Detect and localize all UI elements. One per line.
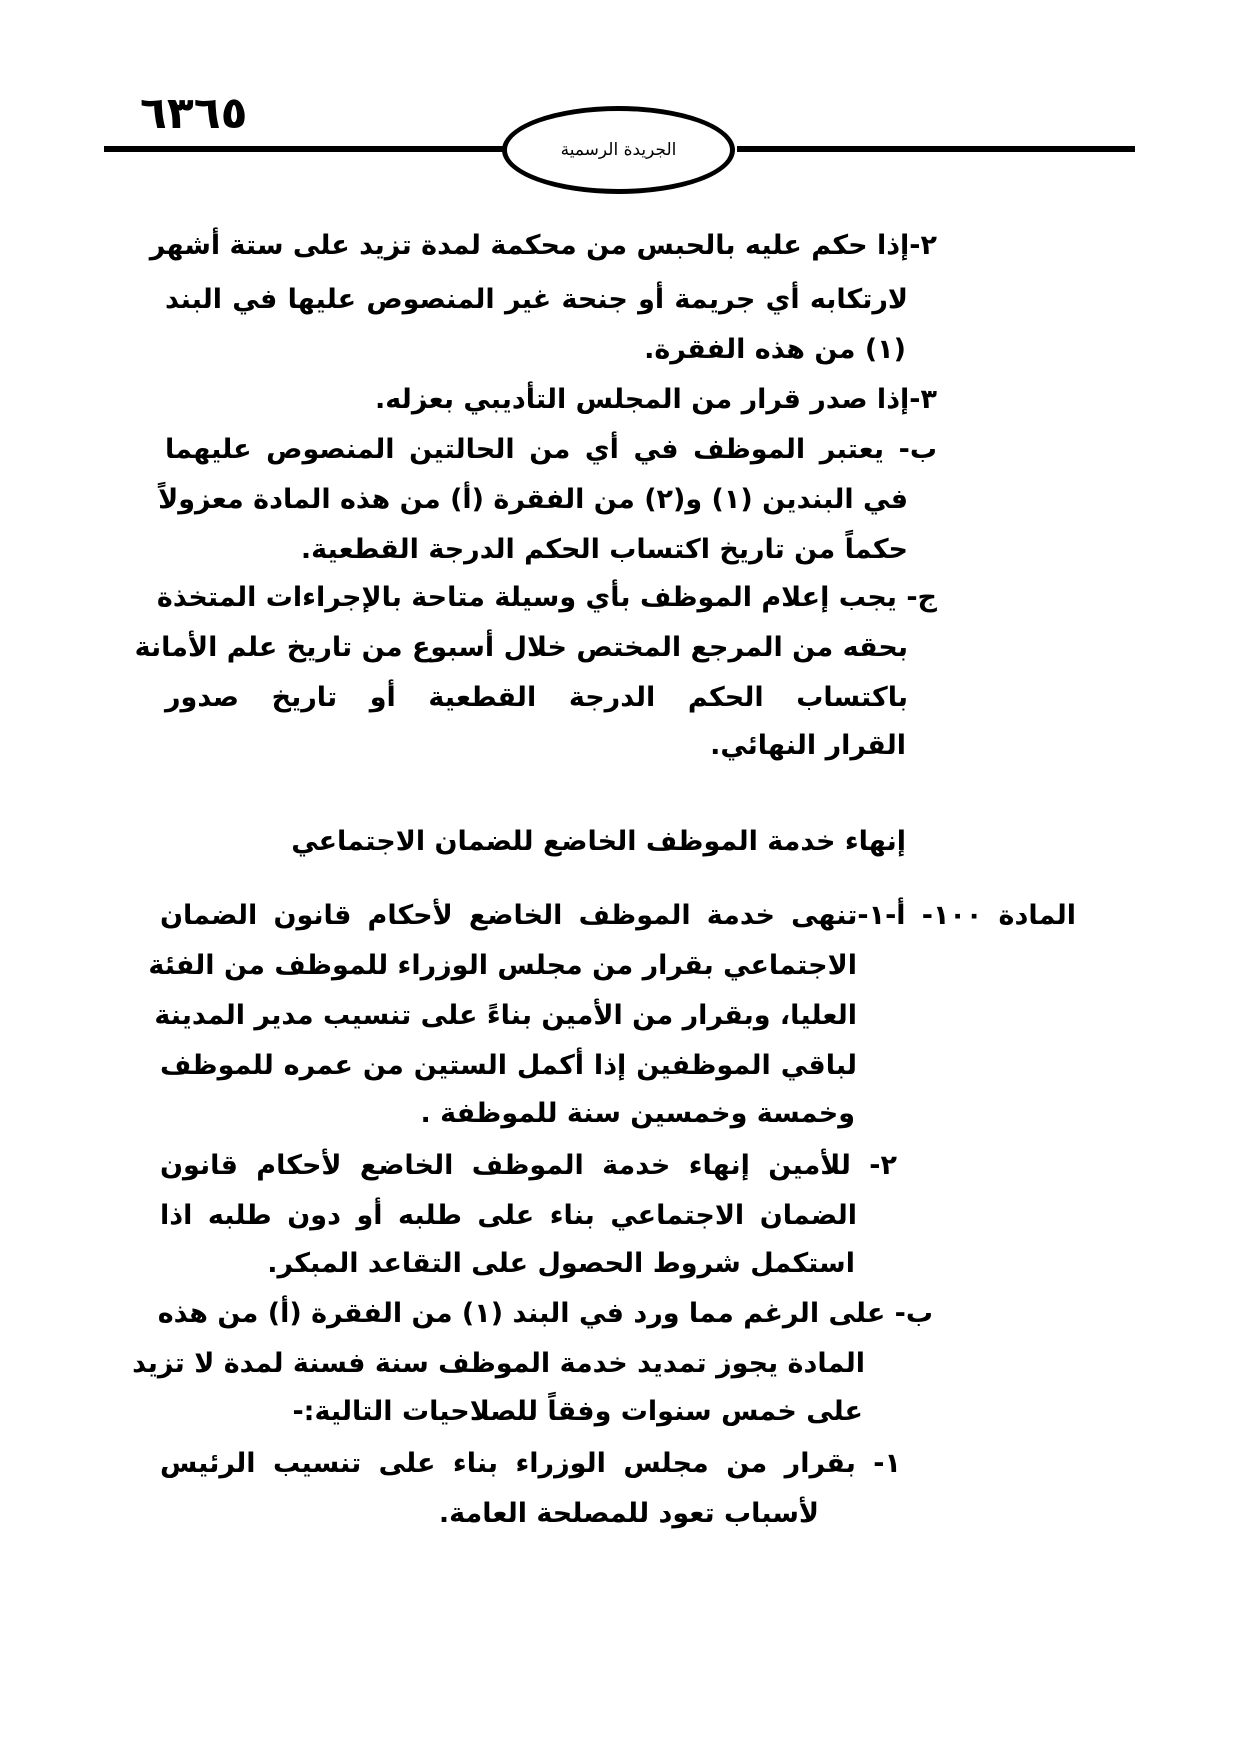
- text-line: ٢-إذا حكم عليه بالحبس من محكمة لمدة تزيد على ستة أشهر: [149, 230, 937, 261]
- text-line: الضمان الاجتماعي بناء على طلبه أو دون طلبه اذا: [160, 1200, 857, 1231]
- article-line: المادة ١٠٠- أ-١-تنهى خدمة الموظف الخاضع لأحكام قانون الضمان: [160, 900, 1076, 931]
- text-line: ٢- للأمين إنهاء خدمة الموظف الخاضع لأحكام قانون: [160, 1150, 897, 1181]
- text-line: القرار النهائي.: [710, 730, 906, 761]
- text-line: العليا، وبقرار من الأمين بناءً على تنسيب مدير المدينة: [154, 1000, 857, 1031]
- text-line: ١- بقرار من مجلس الوزراء بناء على تنسيب الرئيس: [160, 1448, 901, 1479]
- text-line: ج- يجب إعلام الموظف بأي وسيلة متاحة بالإجراءات المتخذة: [156, 582, 937, 613]
- text-line: لباقي الموظفين إذا أكمل الستين من عمره للموظف: [160, 1050, 857, 1081]
- text-line: استكمل شروط الحصول على التقاعد المبكر.: [267, 1248, 855, 1279]
- text-line: باكتساب الحكم الدرجة القطعية أو تاريخ صدور: [165, 682, 908, 713]
- gazette-masthead: [502, 106, 735, 194]
- text-line: ٣-إذا صدر قرار من المجلس التأديبي بعزله.: [375, 384, 937, 415]
- text-line: الاجتماعي بقرار من مجلس الوزراء للموظف من الفئة: [148, 950, 857, 981]
- masthead-title: الجريدة الرسمية: [560, 140, 677, 160]
- text-line: في البندين (١) و(٢) من الفقرة (أ) من هذه المادة معزولاً: [158, 484, 908, 515]
- text-line: المادة يجوز تمديد خدمة الموظف سنة فسنة لمدة لا تزيد: [132, 1348, 865, 1379]
- text-line: ب- يعتبر الموظف في أي من الحالتين المنصوص عليهما: [165, 434, 937, 465]
- text-line: لارتكابه أي جريمة أو جنحة غير المنصوص عليها في البند: [165, 284, 908, 315]
- text-line: وخمسة وخمسين سنة للموظفة .: [420, 1098, 855, 1129]
- header-rule-left: [104, 146, 504, 152]
- text-line: حكماً من تاريخ اكتساب الحكم الدرجة القطعية.: [300, 534, 908, 565]
- text-line: لأسباب تعود للمصلحة العامة.: [438, 1498, 819, 1529]
- text-line: ب- على الرغم مما ورد في البند (١) من الفقرة (أ) من هذه: [157, 1298, 933, 1329]
- page-number: ٦٣٦٥: [140, 88, 248, 139]
- section-heading: إنهاء خدمة الموظف الخاضع للضمان الاجتماعي: [291, 826, 906, 857]
- header-rule-right: [737, 146, 1135, 152]
- text-line: (١) من هذه الفقرة.: [644, 334, 906, 365]
- text-line: على خمس سنوات وفقاً للصلاحيات التالية:-: [292, 1396, 863, 1427]
- text-line: بحقه من المرجع المختص خلال أسبوع من تاريخ علم الأمانة: [134, 632, 908, 663]
